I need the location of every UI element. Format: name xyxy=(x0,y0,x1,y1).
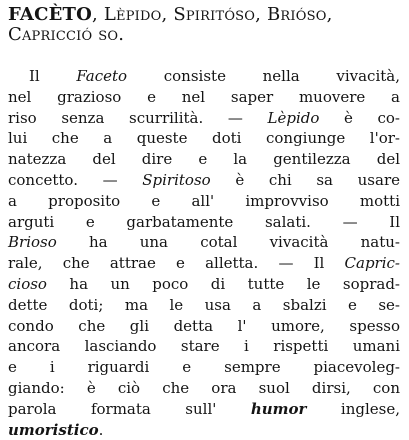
text-line xyxy=(8,128,400,149)
text-run: concetto. — xyxy=(8,170,143,189)
text-run: lui che a queste doti congiunge l'or- xyxy=(8,129,400,148)
headword-brioso: Brióso xyxy=(267,4,327,25)
term-lepido: Lèpido xyxy=(267,108,320,127)
text-run: riso senza scurrilità. — xyxy=(8,108,268,127)
text-line xyxy=(8,336,400,357)
text-run: Il xyxy=(29,67,77,85)
headword-spiritoso: Spiritóso xyxy=(173,4,256,25)
text-line xyxy=(8,232,400,253)
text-run: rale, che attrae e alletta. — Il xyxy=(8,254,345,273)
text-line xyxy=(8,253,400,274)
heading-period: . xyxy=(118,24,125,45)
term-spiritoso: Spiritoso xyxy=(142,170,211,189)
text-line xyxy=(8,420,400,440)
text-run: natezza del dire e la gentilezza del xyxy=(8,150,400,169)
headword-faceto: FACÈTO xyxy=(8,4,93,25)
text-run: ha una cotal vivacità natu- xyxy=(56,233,400,252)
text-run: è chi sa usare xyxy=(210,170,400,189)
term-capriccioso-part2: cioso xyxy=(8,274,47,293)
text-run: arguti e garbatamente salati. — Il xyxy=(8,212,400,231)
text-line xyxy=(8,357,400,378)
term-faceto: Faceto xyxy=(76,67,128,85)
text-line xyxy=(8,66,400,87)
text-run: nel grazioso e nel saper muovere a xyxy=(8,87,400,106)
text-run: e i riguardi e sempre piacevoleg- xyxy=(8,358,400,377)
text-line xyxy=(8,316,400,337)
headword-lepido: Lèpido xyxy=(103,4,162,25)
entry-body xyxy=(8,66,400,440)
text-line xyxy=(8,87,400,108)
text-run: inglese, xyxy=(306,399,400,418)
text-line xyxy=(8,378,400,399)
text-run: ancora lasciando stare i rispetti umani xyxy=(8,337,400,356)
text-run: condo che gli detta l' umore, spesso xyxy=(8,316,400,335)
text-line xyxy=(8,295,400,316)
heading-separator: , xyxy=(255,4,267,25)
text-line xyxy=(8,191,400,212)
text-line xyxy=(8,399,400,420)
text-line xyxy=(8,149,400,170)
text-line xyxy=(8,212,400,233)
text-run: è co- xyxy=(319,108,400,127)
term-humor: humor xyxy=(250,399,307,418)
text-run: ha un poco di tutte le soprad- xyxy=(46,274,400,293)
heading-separator: , xyxy=(161,4,174,25)
text-run: parola formata sull' xyxy=(8,399,251,418)
text-run: dette doti; ma le usa a sbalzi e se- xyxy=(8,295,400,314)
term-umoristico: umoristico xyxy=(8,420,99,439)
text-run: giando: è ciò che ora suol dirsi, con xyxy=(8,378,400,397)
heading-separator: , xyxy=(92,4,104,25)
text-line xyxy=(8,274,400,295)
text-line xyxy=(8,170,400,191)
term-brioso: Brioso xyxy=(8,233,57,252)
term-capriccioso-part1: Capric- xyxy=(344,254,400,273)
text-run: consiste nella vivacità, xyxy=(127,67,400,85)
text-run: . xyxy=(98,420,104,439)
entry-heading xyxy=(8,5,400,45)
headword-capriccioso: Capricció so xyxy=(8,24,119,45)
heading-separator: , xyxy=(326,4,333,25)
text-line xyxy=(8,108,400,129)
text-run: a proposito e all' improvviso motti xyxy=(8,191,400,210)
